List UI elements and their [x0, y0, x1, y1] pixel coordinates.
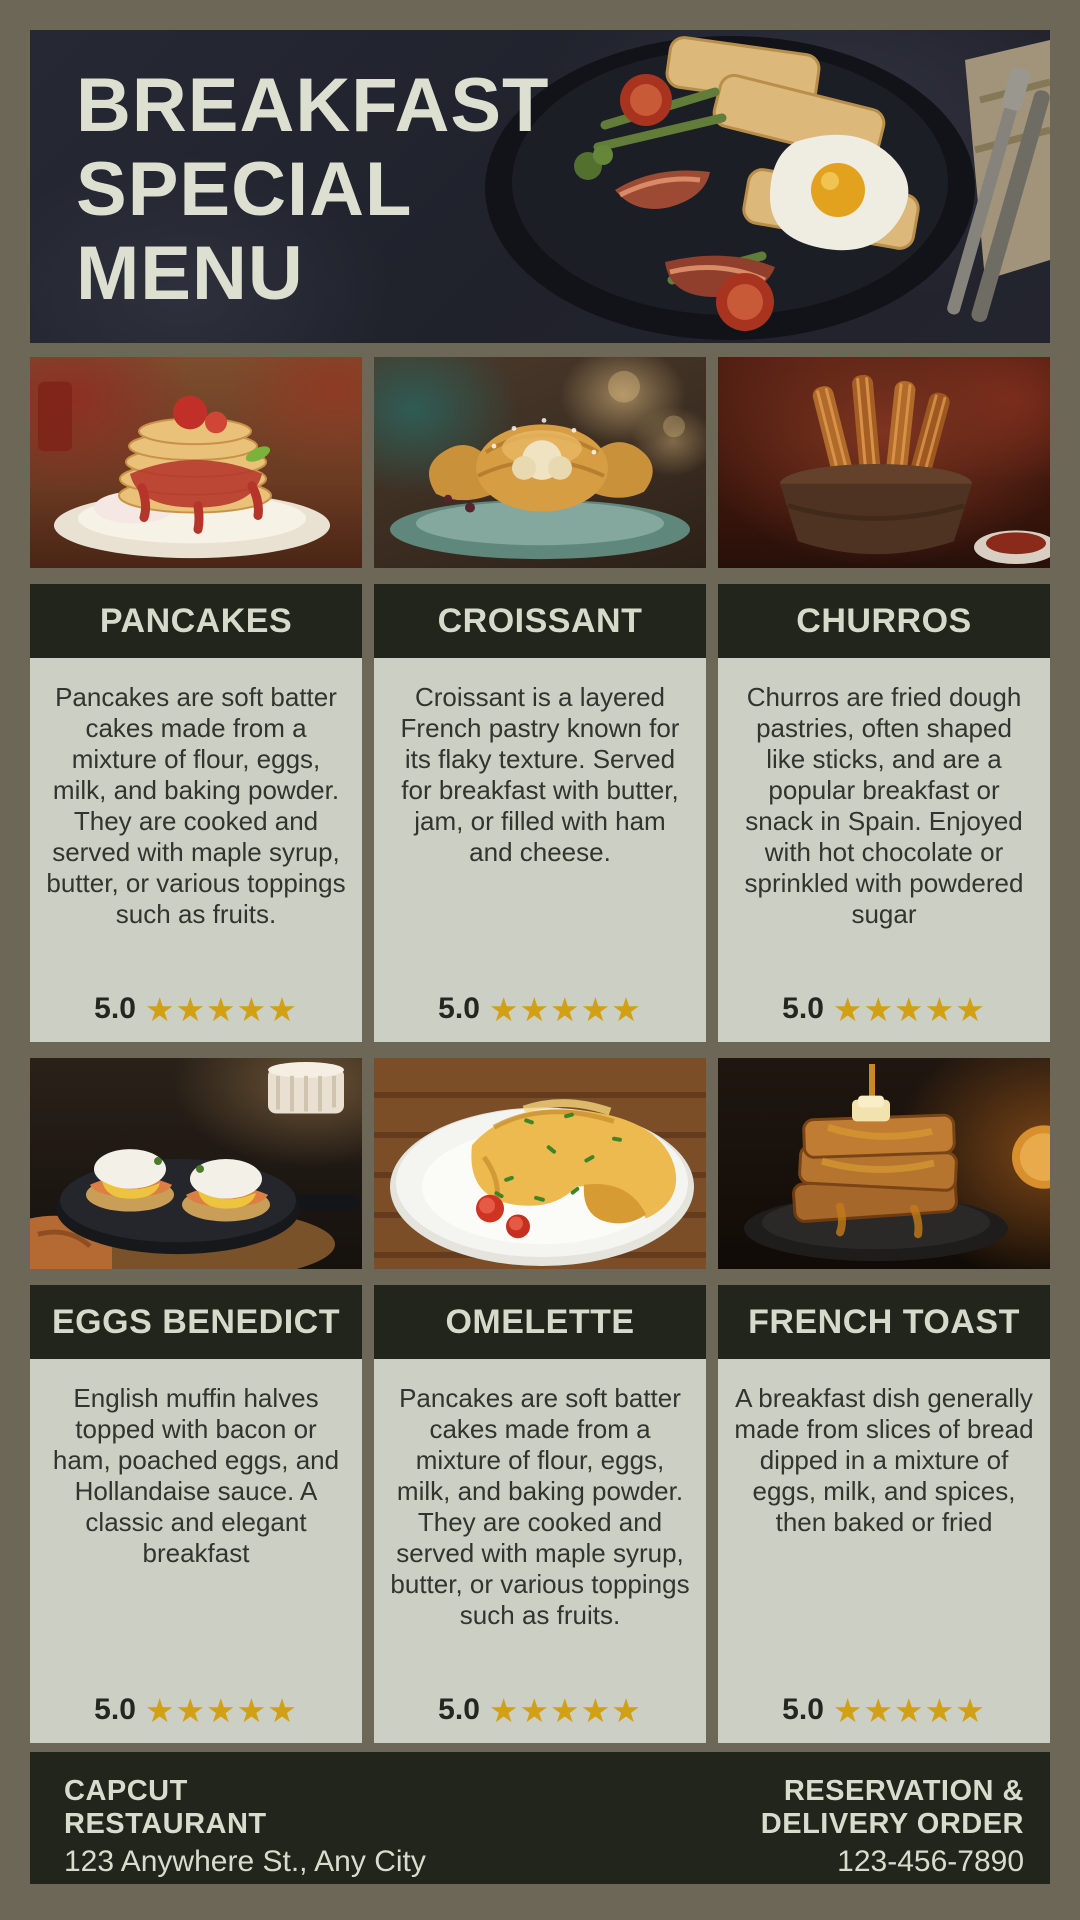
footer-left: [64, 1775, 426, 1884]
rating-stars-icon: ★★★★★: [488, 1691, 642, 1729]
pancakes-card: [30, 658, 362, 1042]
menu-item-croissant: [374, 357, 706, 1042]
restaurant-name: [64, 1775, 426, 1841]
menu-item-omelette: [374, 1058, 706, 1743]
rating: [46, 1693, 346, 1727]
menu-title-line-3: MENU: [76, 231, 304, 316]
omelette-title-bar: [374, 1285, 706, 1359]
pancakes-title-bar: [30, 584, 362, 658]
churros-photo: [718, 357, 1050, 568]
phone-number: 123-456-7890: [837, 1845, 1024, 1878]
menu-title-line-1: BREAKFAST: [76, 63, 550, 148]
eggs-benedict-title-bar: [30, 1285, 362, 1359]
menu-item-pancakes: [30, 357, 362, 1042]
churros-card: [718, 658, 1050, 1042]
item-name: CROISSANT: [437, 601, 643, 640]
rating: [46, 992, 346, 1026]
footer-bar: [30, 1752, 1050, 1884]
item-name: PANCAKES: [99, 601, 293, 640]
item-name: CHURROS: [796, 601, 972, 640]
croissant-title-bar: [374, 584, 706, 658]
menu-item-eggs-benedict: [30, 1058, 362, 1743]
omelette-card: [374, 1359, 706, 1743]
rating: [734, 1693, 1034, 1727]
restaurant-name-line-1: CAPCUT: [64, 1775, 188, 1807]
menu-item-churros: [718, 357, 1050, 1042]
footer-right: [761, 1775, 1024, 1884]
item-description: Croissant is a layered French pastry known for its flaky texture. Served for breakfast with butter, jam, or filled with ham and cheese.: [400, 682, 680, 867]
menu-title: [76, 64, 549, 316]
item-description: Pancakes are soft batter cakes made from a mixture of flour, eggs, milk, and baking powder. They are cooked and served with maple syrup, butter, or various toppings such as fruits.: [390, 1383, 690, 1630]
reservation-heading-line-2: DELIVERY ORDER: [760, 1808, 1024, 1840]
rating-stars-icon: ★★★★★: [488, 990, 642, 1028]
omelette-photo: [374, 1058, 706, 1269]
reservation-heading: [761, 1775, 1024, 1841]
rating: [390, 992, 690, 1026]
rating: [734, 992, 1034, 1026]
item-name: EGGS BENEDICT: [52, 1302, 340, 1341]
rating-value: 5.0: [94, 1693, 136, 1726]
french-toast-photo: [718, 1058, 1050, 1269]
menu-item-french-toast: [718, 1058, 1050, 1743]
item-description: English muffin halves topped with bacon or ham, poached eggs, and Hollandaise sauce. A classic and elegant breakfast: [52, 1383, 340, 1568]
rating-stars-icon: ★★★★★: [144, 1691, 298, 1729]
item-name: FRENCH TOAST: [748, 1302, 1020, 1341]
menu-grid: [30, 357, 1050, 1743]
rating-value: 5.0: [782, 1693, 824, 1726]
header-banner: [30, 30, 1050, 343]
item-description: Churros are fried dough pastries, often shaped like sticks, and are a popular breakfast or snack in Spain. Enjoyed with hot chocolate or sprinkled with powdered sugar: [744, 682, 1024, 929]
pancakes-photo: [30, 357, 362, 568]
churros-title-bar: [718, 584, 1050, 658]
item-description: Pancakes are soft batter cakes made from a mixture of flour, eggs, milk, and baking powder. They are cooked and served with maple syrup, butter, or various toppings such as fruits.: [46, 682, 346, 929]
rating-value: 5.0: [438, 1693, 480, 1726]
rating-value: 5.0: [438, 992, 480, 1025]
rating-value: 5.0: [782, 992, 824, 1025]
rating-stars-icon: ★★★★★: [832, 990, 986, 1028]
menu-title-line-2: SPECIAL: [76, 147, 413, 232]
eggs-benedict-card: [30, 1359, 362, 1743]
rating-value: 5.0: [94, 992, 136, 1025]
french-toast-title-bar: [718, 1285, 1050, 1359]
eggs-benedict-photo: [30, 1058, 362, 1269]
reservation-heading-line-1: RESERVATION &: [783, 1775, 1024, 1807]
rating-stars-icon: ★★★★★: [144, 990, 298, 1028]
item-description: A breakfast dish generally made from slices of bread dipped in a mixture of eggs, milk, and spices, then baked or fried: [734, 1383, 1034, 1537]
rating-stars-icon: ★★★★★: [832, 1691, 986, 1729]
restaurant-address: 123 Anywhere St., Any City: [64, 1845, 426, 1878]
croissant-photo: [374, 357, 706, 568]
rating: [390, 1693, 690, 1727]
french-toast-card: [718, 1359, 1050, 1743]
croissant-card: [374, 658, 706, 1042]
restaurant-name-line-2: RESTAURANT: [64, 1808, 267, 1840]
item-name: OMELETTE: [445, 1302, 635, 1341]
